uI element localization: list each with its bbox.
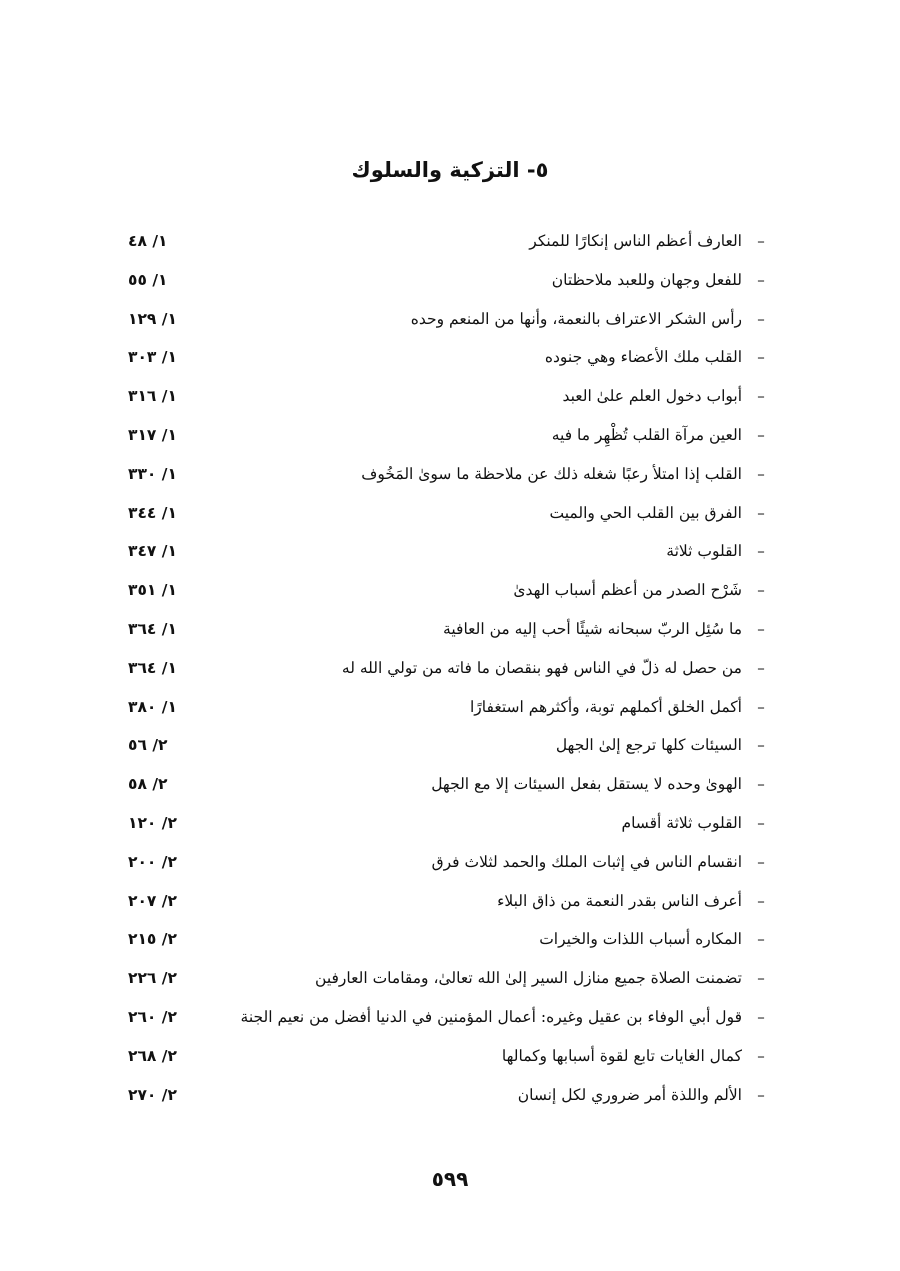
index-list <box>0 222 900 1114</box>
entry-text: الفرق بين القلب الحي والميت <box>549 503 742 522</box>
index-entry <box>0 843 900 882</box>
entry-dash: – <box>757 270 765 289</box>
entry-dash: – <box>757 775 765 794</box>
entry-text: شَرْح الصدر من أعظم أسباب الهدىٰ <box>513 581 742 600</box>
index-entry <box>0 920 900 959</box>
entry-reference: ١/ ٣٤٧ <box>128 542 177 561</box>
entry-text: القلوب ثلاثة أقسام <box>621 813 742 832</box>
entry-reference: ٢/ ٢٢٦ <box>128 969 177 988</box>
entry-text: أبواب دخول العلم علىٰ العبد <box>562 387 742 406</box>
entry-reference: ١/ ٣٦٤ <box>128 658 177 677</box>
entry-reference: ١/ ٣٦٤ <box>128 619 177 638</box>
index-entry <box>0 377 900 416</box>
index-entry <box>0 726 900 765</box>
entry-reference: ٢/ ٢٠٧ <box>128 891 177 910</box>
entry-reference: ١/ ٣١٧ <box>128 425 177 444</box>
entry-text: أكمل الخلق أكملهم توبة، وأكثرهم استغفارًا <box>470 697 742 716</box>
entry-reference: ٢/ ٢٠٠ <box>128 852 177 871</box>
entry-text: كمال الغايات تابع لقوة أسبابها وكمالها <box>501 1046 742 1065</box>
index-entry <box>0 610 900 649</box>
entry-reference: ٢/ ٢٧٠ <box>128 1085 177 1104</box>
entry-dash: – <box>757 658 765 677</box>
entry-reference: ٢/ ٢٦٨ <box>128 1046 177 1065</box>
entry-dash: – <box>757 930 765 949</box>
entry-reference: ١/ ٣٥١ <box>128 581 177 600</box>
entry-dash: – <box>757 619 765 638</box>
entry-text: القلوب ثلاثة <box>666 542 742 561</box>
entry-dash: – <box>757 425 765 444</box>
entry-dash: – <box>757 348 765 367</box>
entry-reference: ١/ ٣٠٣ <box>128 348 177 367</box>
index-entry <box>0 261 900 300</box>
index-entry <box>0 649 900 688</box>
entry-dash: – <box>757 503 765 522</box>
index-entry <box>0 765 900 804</box>
entry-text: قول أبي الوفاء بن عقيل وغيره: أعمال المؤمنين في الدنيا أفضل من نعيم الجنة <box>240 1007 742 1026</box>
entry-dash: – <box>757 387 765 406</box>
entry-dash: – <box>757 736 765 755</box>
index-entry <box>0 804 900 843</box>
entry-dash: – <box>757 891 765 910</box>
index-entry <box>0 959 900 998</box>
index-entry <box>0 338 900 377</box>
index-entry <box>0 1037 900 1076</box>
entry-reference: ٢/ ٥٦ <box>128 736 168 755</box>
entry-text: العين مرآة القلب تُظْهِر ما فيه <box>551 425 742 444</box>
index-entry <box>0 532 900 571</box>
entry-reference: ٢/ ١٢٠ <box>128 813 177 832</box>
entry-dash: – <box>757 542 765 561</box>
entry-dash: – <box>757 852 765 871</box>
entry-reference: ١/ ٣٤٤ <box>128 503 177 522</box>
entry-dash: – <box>757 813 765 832</box>
entry-text: من حصل له ذلّ في الناس فهو بنقصان ما فاته من تولي الله له <box>341 658 742 677</box>
index-entry <box>0 1076 900 1115</box>
entry-text: للفعل وجهان وللعبد ملاحظتان <box>551 270 742 289</box>
entry-dash: – <box>757 969 765 988</box>
index-entry <box>0 494 900 533</box>
entry-reference: ١/ ٥٥ <box>128 270 168 289</box>
entry-text: ما سُئِل الربّ سبحانه شيئًا أحب إليه من العافية <box>443 619 742 638</box>
entry-text: القلب إذا امتلأ رعبًا شغله ذلك عن ملاحظة ما سوىٰ المَخُوف <box>361 464 742 483</box>
entry-reference: ١/ ٤٨ <box>128 232 168 250</box>
entry-reference: ١/ ١٢٩ <box>128 309 177 328</box>
index-entry <box>0 882 900 921</box>
entry-reference: ١/ ٣٣٠ <box>128 464 177 483</box>
entry-text: انقسام الناس في إثبات الملك والحمد لثلاث فرق <box>431 852 742 871</box>
entry-dash: – <box>757 232 765 250</box>
entry-text: الهوىٰ وحده لا يستقل بفعل السيئات إلا مع الجهل <box>431 775 742 794</box>
index-entry <box>0 688 900 727</box>
entry-text: أعرف الناس بقدر النعمة من ذاق البلاء <box>497 891 742 910</box>
page-title: ٥- التزكية والسلوك <box>351 158 549 182</box>
index-entry <box>0 455 900 494</box>
entry-text: الألم واللذة أمر ضروري لكل إنسان <box>517 1085 742 1104</box>
entry-reference: ١/ ٣٨٠ <box>128 697 177 716</box>
entry-dash: – <box>757 309 765 328</box>
entry-text: رأس الشكر الاعتراف بالنعمة، وأنها من المنعم وحده <box>410 309 742 328</box>
index-entry <box>0 222 900 261</box>
index-entry <box>0 571 900 610</box>
entry-text: العارف أعظم الناس إنكارًا للمنكر <box>529 232 742 250</box>
entry-dash: – <box>757 1046 765 1065</box>
index-entry <box>0 416 900 455</box>
entry-text: القلب ملك الأعضاء وهي جنوده <box>544 348 742 367</box>
entry-text: تضمنت الصلاة جميع منازل السير إلىٰ الله تعالىٰ، ومقامات العارفين <box>315 969 742 988</box>
index-entry <box>0 300 900 339</box>
entry-reference: ٢/ ٥٨ <box>128 775 168 794</box>
entry-dash: – <box>757 1085 765 1104</box>
entry-reference: ٢/ ٢١٥ <box>128 930 177 949</box>
entry-dash: – <box>757 581 765 600</box>
entry-dash: – <box>757 464 765 483</box>
index-entry <box>0 998 900 1037</box>
entry-text: السيئات كلها ترجع إلىٰ الجهل <box>555 736 742 755</box>
page-number: ٥٩٩ <box>431 1167 469 1191</box>
entry-dash: – <box>757 697 765 716</box>
entry-text: المكاره أسباب اللذات والخيرات <box>539 930 742 949</box>
entry-dash: – <box>757 1007 765 1026</box>
entry-reference: ١/ ٣١٦ <box>128 387 177 406</box>
entry-reference: ٢/ ٢٦٠ <box>128 1007 177 1026</box>
